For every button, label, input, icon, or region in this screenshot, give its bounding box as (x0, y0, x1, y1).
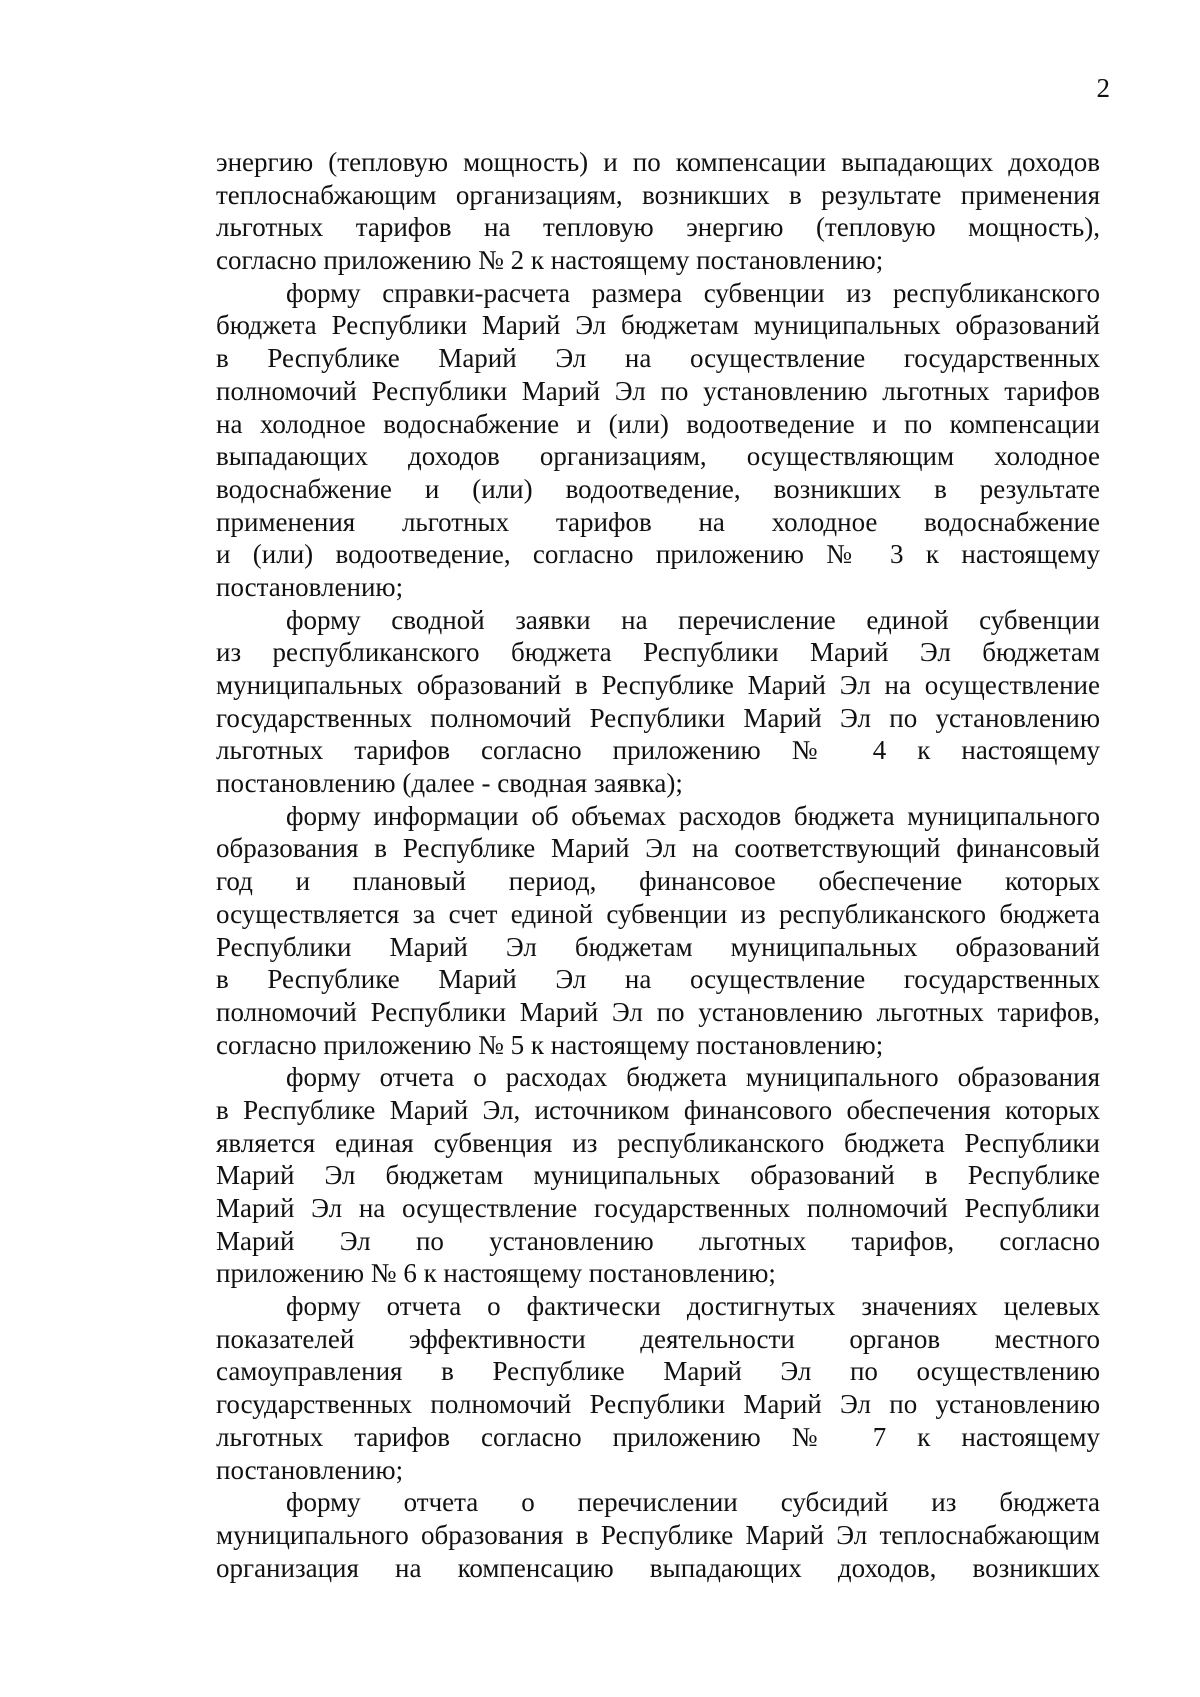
text-line: полномочий Республики Марий Эл по установлению льготных тарифов (216, 375, 1100, 406)
text-line: в Республике Марий Эл, источником финансового обеспечения которых (216, 1094, 1100, 1125)
text-line: организация на компенсацию выпадающих доходов, возникших (216, 1552, 1100, 1583)
text-line: год и плановый период, финансовое обеспечение которых (216, 866, 1100, 897)
paragraph (216, 146, 1100, 277)
paragraph (216, 604, 1100, 800)
text-line: согласно приложению № 2 к настоящему постановлению; (216, 245, 884, 276)
text-line: в Республике Марий Эл на осуществление государственных (216, 964, 1100, 995)
paragraph (216, 800, 1100, 1062)
text-line: льготных тарифов согласно приложению № 7 к настоящему (216, 1421, 1100, 1452)
text-line: на холодное водоснабжение и (или) водоотведение и по компенсации (216, 408, 1100, 439)
text-line: приложению № 6 к настоящему постановлению; (216, 1258, 776, 1289)
text-line: Марий Эл по установлению льготных тарифов, согласно (216, 1225, 1100, 1256)
text-line: форму отчета о расходах бюджета муниципального образования (286, 1062, 1100, 1093)
text-line: Марий Эл бюджетам муниципальных образований в Республике (216, 1160, 1100, 1191)
text-line: государственных полномочий Республики Марий Эл по установлению (216, 1389, 1100, 1420)
text-line: муниципальных образований в Республике Марий Эл на осуществление (216, 670, 1100, 700)
text-line: из республиканского бюджета Республики Марий Эл бюджетам (216, 637, 1100, 668)
text-line: форму отчета о перечислении субсидий из бюджета (286, 1487, 1100, 1518)
text-line: льготных тарифов согласно приложению № 4 к настоящему (216, 735, 1100, 766)
text-line: полномочий Республики Марий Эл по установлению льготных тарифов, (216, 996, 1100, 1027)
text-line: самоуправления в Республике Марий Эл по осуществлению (216, 1356, 1100, 1387)
document-body (216, 146, 1100, 1584)
text-line: муниципального образования в Республике Марий Эл теплоснабжающим (216, 1519, 1100, 1550)
text-line: является единая субвенция из республиканского бюджета Республики (216, 1127, 1100, 1158)
text-line: энергию (тепловую мощность) и по компенсации выпадающих доходов (216, 147, 1100, 177)
text-line: применения льготных тарифов на холодное водоснабжение (216, 506, 1100, 537)
paragraph (216, 1290, 1100, 1486)
text-line: осуществляется за счет единой субвенции из республиканского бюджета (216, 898, 1100, 929)
paragraph (216, 1061, 1100, 1290)
text-line: теплоснабжающим организациям, возникших в результате применения (216, 179, 1100, 210)
text-line: форму справки-расчета размера субвенции из республиканского (286, 277, 1100, 308)
text-line: государственных полномочий Республики Марий Эл по установлению (216, 702, 1100, 733)
text-line: льготных тарифов на тепловую энергию (тепловую мощность), (216, 212, 1100, 243)
text-line: Республики Марий Эл бюджетам муниципальных образований (216, 931, 1100, 962)
paragraph (216, 1486, 1100, 1584)
page-number: 2 (1096, 73, 1110, 103)
text-line: бюджета Республики Марий Эл бюджетам муниципальных образований (216, 310, 1100, 341)
text-line: показателей эффективности деятельности органов местного (216, 1323, 1100, 1354)
text-line: Марий Эл на осуществление государственных полномочий Республики (216, 1193, 1100, 1223)
text-line: форму информации об объемах расходов бюджета муниципального (286, 800, 1100, 831)
text-line: постановлению; (216, 571, 404, 602)
text-line: образования в Республике Марий Эл на соответствующий финансовый (216, 833, 1100, 864)
text-line: и (или) водоотведение, согласно приложению № 3 к настоящему (216, 539, 1100, 570)
text-line: постановлению (далее - сводная заявка); (216, 768, 683, 799)
text-line: форму отчета о фактически достигнутых значениях целевых (286, 1291, 1100, 1322)
text-line: постановлению; (216, 1454, 404, 1485)
text-line: согласно приложению № 5 к настоящему постановлению; (216, 1029, 884, 1060)
text-line: водоснабжение и (или) водоотведение, возникших в результате (216, 473, 1100, 504)
text-line: форму сводной заявки на перечисление единой субвенции (286, 604, 1100, 635)
paragraph (216, 277, 1100, 604)
text-line: выпадающих доходов организациям, осуществляющим холодное (216, 441, 1100, 472)
text-line: в Республике Марий Эл на осуществление государственных (216, 343, 1100, 374)
